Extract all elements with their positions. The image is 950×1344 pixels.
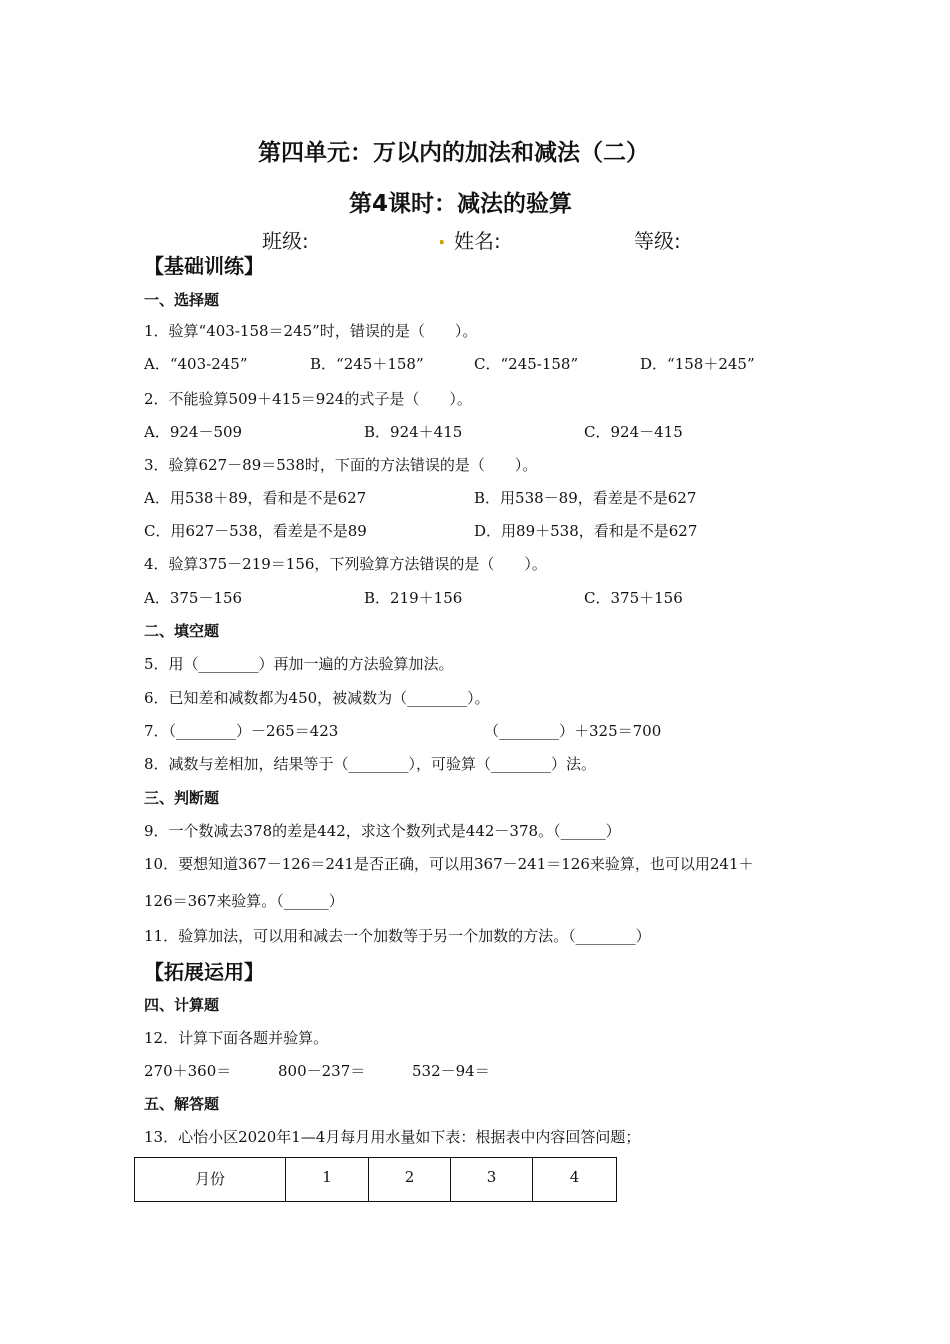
calc-expression-2: 800－237＝ xyxy=(278,1062,366,1080)
table-header-month: 月份 xyxy=(135,1158,286,1202)
q3-option-a: A．用538＋89，看和是不是627 xyxy=(144,489,367,507)
question-8: 8．减数与差相加，结果等于（________），可验算（________）法。 xyxy=(144,755,597,773)
table-header-cell: 4 xyxy=(533,1158,617,1202)
question-2: 2．不能验算509＋415＝924的式子是（ ）。 xyxy=(144,390,472,408)
question-11: 11．验算加法，可以用和减去一个加数等于另一个加数的方法。（________） xyxy=(144,927,651,945)
q4-option-c: C．375＋156 xyxy=(584,589,683,607)
question-13: 13．心怡小区2020年1—4月每月用水量如下表：根据表中内容回答问题； xyxy=(144,1128,641,1146)
q4-option-a: A．375－156 xyxy=(144,589,243,607)
question-6: 6．已知差和减数都为450，被减数为（________）。 xyxy=(144,689,490,707)
part-heading-extend: 【拓展运用】 xyxy=(144,960,264,984)
q2-option-b: B．924＋415 xyxy=(364,423,463,441)
q1-option-b: B．“245＋158” xyxy=(310,355,424,373)
question-7a: 7．（________）－265＝423 xyxy=(144,722,339,740)
q1-option-a: A．“403-245” xyxy=(144,355,248,373)
q3-option-b: B．用538－89，看差是不是627 xyxy=(474,489,697,507)
table-row xyxy=(135,1158,617,1202)
section-heading-calc: 四、计算题 xyxy=(144,996,220,1014)
question-12: 12．计算下面各题并验算。 xyxy=(144,1029,329,1047)
name-label: 姓名: xyxy=(454,229,501,253)
part-heading-basic: 【基础训练】 xyxy=(144,254,264,278)
question-10-line1: 10．要想知道367－126＝241是否正确，可以用367－241＝126来验算，也可以用241＋ xyxy=(144,855,754,873)
q2-option-a: A．924－509 xyxy=(144,423,243,441)
question-10-line2: 126＝367来验算。（______） xyxy=(144,892,344,910)
section-heading-fill: 二、填空题 xyxy=(144,622,220,640)
q2-option-c: C．924－415 xyxy=(584,423,683,441)
q3-option-d: D．用89＋538，看和是不是627 xyxy=(474,522,698,540)
q4-option-b: B．219＋156 xyxy=(364,589,463,607)
question-7b: （________）＋325＝700 xyxy=(484,722,662,740)
class-label: 班级: xyxy=(262,229,309,253)
question-1: 1．验算“403-158＝245”时，错误的是（ ）。 xyxy=(144,322,478,340)
q1-option-c: C．“245-158” xyxy=(474,355,579,373)
table-header-cell: 1 xyxy=(286,1158,369,1202)
question-3: 3．验算627－89＝538时，下面的方法错误的是（ ）。 xyxy=(144,456,538,474)
table-header-cell: 2 xyxy=(369,1158,451,1202)
unit-title: 第四单元：万以内的加法和减法（二） xyxy=(258,140,649,166)
table-header-cell: 3 xyxy=(451,1158,533,1202)
q3-option-c: C．用627－538，看差是不是89 xyxy=(144,522,367,540)
question-4: 4．验算375－219＝156，下列验算方法错误的是（ ）。 xyxy=(144,555,547,573)
water-usage-table xyxy=(134,1157,617,1202)
question-9: 9．一个数减去378的差是442，求这个数列式是442－378。（______） xyxy=(144,822,621,840)
yellow-dot: . xyxy=(438,225,446,249)
section-heading-judge: 三、判断题 xyxy=(144,789,220,807)
lesson-title: 第4课时：减法的验算 xyxy=(349,191,573,217)
grade-label: 等级: xyxy=(634,229,681,253)
q1-option-d: D．“158＋245” xyxy=(640,355,755,373)
question-5: 5．用（________）再加一遍的方法验算加法。 xyxy=(144,655,454,673)
calc-expression-3: 532－94＝ xyxy=(412,1062,490,1080)
calc-expression-1: 270＋360＝ xyxy=(144,1062,232,1080)
section-heading-choice: 一、选择题 xyxy=(144,291,220,309)
section-heading-answer: 五、解答题 xyxy=(144,1095,220,1113)
